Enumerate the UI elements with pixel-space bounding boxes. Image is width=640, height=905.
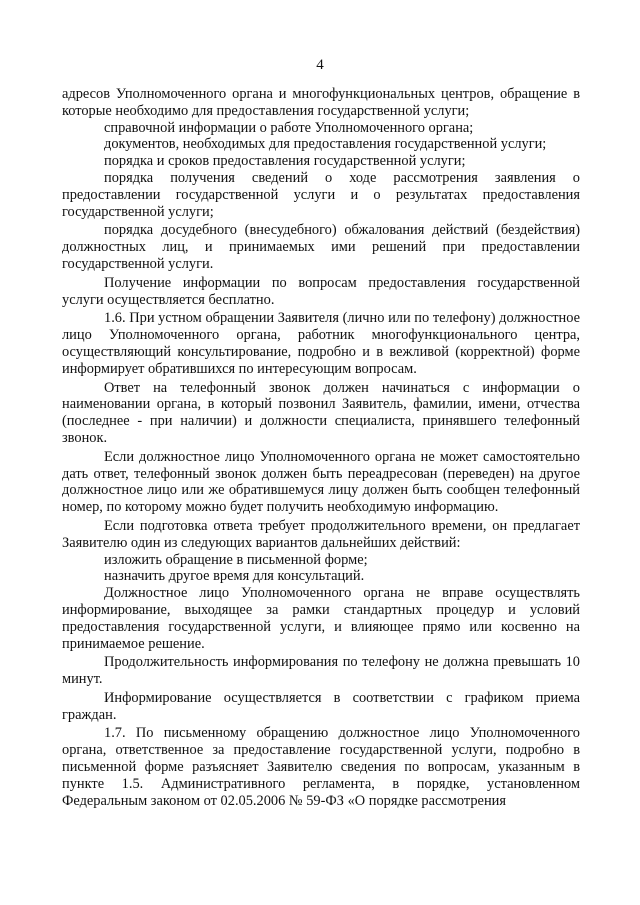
paragraph-12: изложить обращение в письменной форме; <box>104 551 368 568</box>
paragraph-15: Продолжительность информирования по телефону не должна превышать 10 минут. <box>62 654 580 688</box>
paragraph-7: Получение информации по вопросам предоставления государственной услуги осуществляется бесплатно. <box>62 274 580 308</box>
paragraph-2: справочной информации о работе Уполномоченного органа; <box>104 119 474 136</box>
paragraph-8: 1.6. При устном обращении Заявителя (лично или по телефону) должностное лицо Уполномоченного органа, работник многофункционального центра, осуществляющий консультирование, подробно и в вежливой (корректной) форме информирует обратившихся по интересующим вопросам. <box>62 310 580 377</box>
paragraph-9: Ответ на телефонный звонок должен начинаться с информации о наименовании органа, в который позвонил Заявитель, фамилии, имени, отчества (последнее - при наличии) и должности специалиста, принявшего телефонный звонок. <box>62 379 580 446</box>
paragraph-1: адресов Уполномоченного органа и многофункциональных центров, обращение в которые необходимо для предоставления государственной услуги; <box>62 86 580 119</box>
page-number: 4 <box>316 57 324 73</box>
paragraph-14: Должностное лицо Уполномоченного органа не вправе осуществлять информирование, выходящее за рамки стандартных процедур и условий предоставления государственной услуги, и влияющее прямо или косвенно на принимаемое решение. <box>62 585 580 652</box>
paragraph-13: назначить другое время для консультаций. <box>104 568 365 585</box>
paragraph-10: Если должностное лицо Уполномоченного органа не может самостоятельно дать ответ, телефонный звонок должен быть переадресован (переведен) на другое должностное лицо или же обратившемуся лицу должен быть сообщен телефонный номер, по которому можно будет получить необходимую информацию. <box>62 448 580 516</box>
paragraph-3: документов, необходимых для предоставления государственной услуги; <box>104 136 547 153</box>
paragraph-5: порядка получения сведений о ходе рассмотрения заявления о предоставлении государственной услуги и о результатах предоставления государственной услуги; <box>62 169 580 220</box>
document-body <box>62 86 580 809</box>
paragraph-6: порядка досудебного (внесудебного) обжалования действий (бездействия) должностных лиц, и принимаемых ими решений при предоставлении государственной услуги. <box>62 222 580 272</box>
paragraph-11: Если подготовка ответа требует продолжительного времени, он предлагает Заявителю один из следующих вариантов дальнейших действий: <box>62 517 580 551</box>
paragraph-16: Информирование осуществляется в соответствии с графиком приема граждан. <box>62 689 580 723</box>
paragraph-17: 1.7. По письменному обращению должностное лицо Уполномоченного органа, ответственное за предоставление государственной услуги, подробно в письменной форме разъясняет Заявителю сведения по вопросам, указанным в пункте 1.5. Административного регламента, в порядке, установленном Федеральным законом от 02.05.2006 № 59-ФЗ «О порядке рассмотрения <box>62 725 580 809</box>
paragraph-4: порядка и сроков предоставления государственной услуги; <box>104 153 466 170</box>
